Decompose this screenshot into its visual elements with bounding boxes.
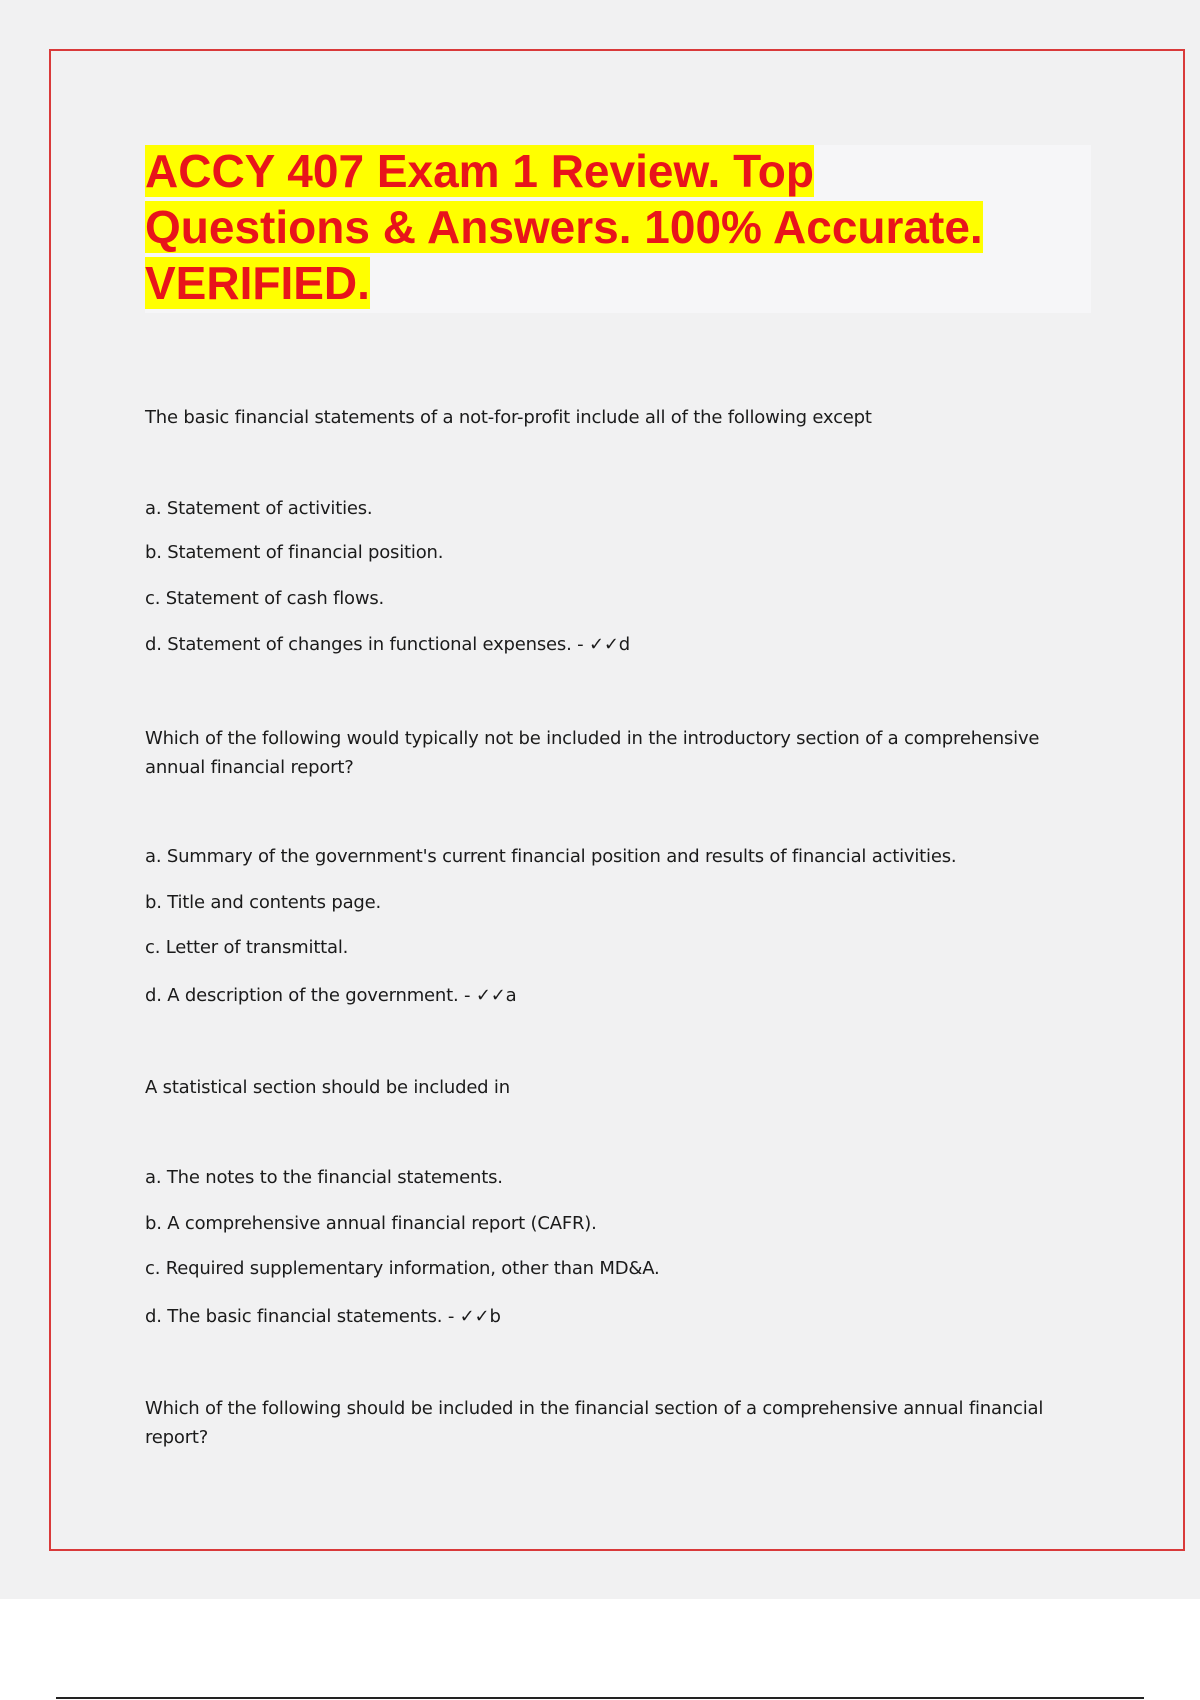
question-3-text: A statistical section should be included in <box>145 1077 510 1098</box>
document-title-line-2: Questions & Answers. 100% Accurate. <box>145 201 983 253</box>
question-1-option-a: a. Statement of activities. <box>145 498 373 519</box>
document-title-line-1: ACCY 407 Exam 1 Review. Top <box>145 145 814 197</box>
question-4-text: Which of the following should be included in the financial section of a comprehensive annual financial report? <box>145 1398 1044 1448</box>
question-2-option-c: c. Letter of transmittal. <box>145 937 349 958</box>
question-1-answer: d <box>618 634 630 655</box>
question-3-option-c: c. Required supplementary information, other than MD&A. <box>145 1258 660 1279</box>
question-3-answer: b <box>489 1306 501 1327</box>
question-2-option-a: a. Summary of the government's current financial position and results of financial activities. <box>145 846 957 867</box>
answer-checkmark-icon: ✓✓ <box>475 985 506 1006</box>
question-2-answer: a <box>505 985 517 1006</box>
question-1-option-c: c. Statement of cash flows. <box>145 588 385 609</box>
question-3-option-a: a. The notes to the financial statements. <box>145 1167 503 1188</box>
question-2-option-d-text: d. A description of the government. - <box>145 985 476 1006</box>
footer-divider <box>56 1697 1144 1699</box>
question-1-text: The basic financial statements of a not-for-profit include all of the following except <box>145 407 872 428</box>
document-title <box>145 143 1045 311</box>
document-title-line-3: VERIFIED. <box>145 257 370 309</box>
question-3-option-d <box>145 1305 501 1329</box>
question-1-option-d <box>145 633 630 657</box>
question-1-option-d-text: d. Statement of changes in functional expenses. - <box>145 634 589 655</box>
answer-checkmark-icon: ✓✓ <box>588 634 619 655</box>
question-2-option-b: b. Title and contents page. <box>145 892 382 913</box>
question-2-text: Which of the following would typically not be included in the introductory section of a comprehensive annual financial report? <box>145 728 1040 778</box>
question-1-option-b: b. Statement of financial position. <box>145 542 444 563</box>
question-3-option-b: b. A comprehensive annual financial report (CAFR). <box>145 1213 597 1234</box>
answer-checkmark-icon: ✓✓ <box>459 1306 490 1327</box>
question-2-option-d <box>145 984 516 1008</box>
question-3-option-d-text: d. The basic financial statements. - <box>145 1306 460 1327</box>
